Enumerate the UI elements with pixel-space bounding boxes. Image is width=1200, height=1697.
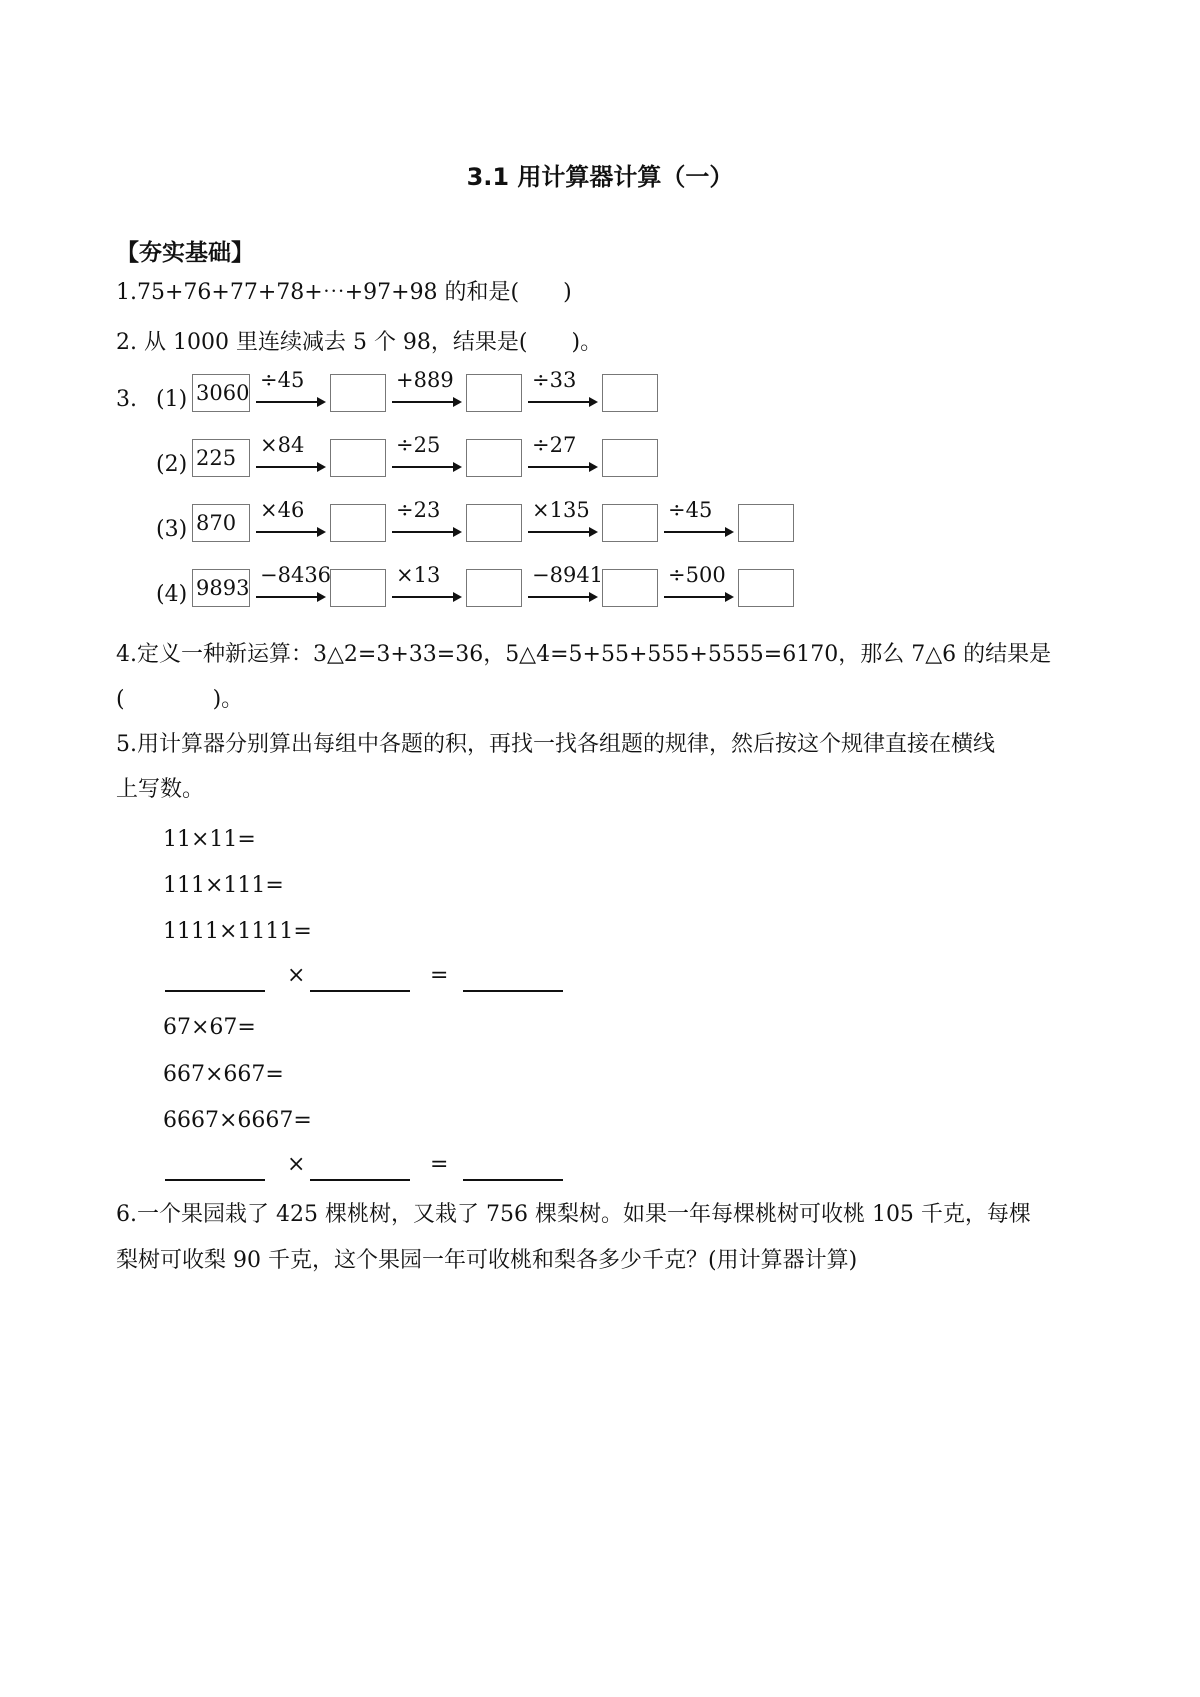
- chain-4-op-1-label: −8436: [260, 563, 332, 587]
- chain-4-op-4-label: ÷500: [668, 563, 726, 587]
- chain-2-start-box: 225: [192, 439, 250, 477]
- question-2: 2. 从 1000 里连续减去 5 个 98，结果是( )。: [116, 330, 603, 355]
- group-1-equation-1: 11×11=: [163, 827, 256, 852]
- chain-4-op-2: [390, 563, 462, 607]
- chain-4-answer-box-3[interactable]: [602, 569, 658, 607]
- chain-4-op-2-label: ×13: [396, 563, 441, 587]
- arrow-icon: [392, 401, 460, 403]
- chain-3-start-box: 870: [192, 504, 250, 542]
- chain-2-op-1: [254, 433, 326, 477]
- question-4-line-1: 4.定义一种新运算：3△2=3+33=36，5△4=5+55+555+5555=6170，那么 7△6 的结果是: [116, 642, 1052, 667]
- group-1-pattern-row: [163, 963, 583, 993]
- chain-3-answer-box-2[interactable]: [466, 504, 522, 542]
- chain-4-op-4: [662, 563, 734, 607]
- arrow-icon: [528, 596, 596, 598]
- chain-4-answer-box-4[interactable]: [738, 569, 794, 607]
- arrow-icon: [256, 401, 324, 403]
- question-6-line-1: 6.一个果园栽了 425 棵桃树，又栽了 756 棵梨树。如果一年每棵桃树可收桃 105 千克，每棵: [116, 1202, 1031, 1227]
- fill-blank[interactable]: [310, 990, 410, 992]
- section-heading: 【夯实基础】: [116, 240, 254, 266]
- chain-3-op-3: [526, 498, 598, 542]
- arrow-icon: [392, 466, 460, 468]
- chain-2-answer-box-2[interactable]: [466, 439, 522, 477]
- question-5-line-2: 上写数。: [116, 777, 205, 802]
- chain-3: [192, 498, 794, 543]
- chain-2-answer-box-1[interactable]: [330, 439, 386, 477]
- chain-3-op-2-label: ÷23: [396, 498, 441, 522]
- fill-blank[interactable]: [310, 1179, 410, 1181]
- chain-1-answer-box-1[interactable]: [330, 374, 386, 412]
- group-1-equation-2: 111×111=: [163, 873, 284, 898]
- group-2-pattern-row: [163, 1152, 583, 1182]
- chain-2-op-3: [526, 433, 598, 477]
- chain-1-answer-box-3[interactable]: [602, 374, 658, 412]
- arrow-icon: [256, 531, 324, 533]
- times-sign: ×: [287, 1152, 306, 1177]
- chain-2-op-1-label: ×84: [260, 433, 305, 457]
- equals-sign: =: [430, 963, 449, 988]
- chain-4-answer-box-2[interactable]: [466, 569, 522, 607]
- equals-sign: =: [430, 1152, 449, 1177]
- chain-1-op-1: [254, 368, 326, 412]
- chain-3-op-4-label: ÷45: [668, 498, 713, 522]
- fill-blank[interactable]: [165, 1179, 265, 1181]
- chain-2-op-3-label: ÷27: [532, 433, 577, 457]
- arrow-icon: [528, 466, 596, 468]
- chain-3-op-2: [390, 498, 462, 542]
- question-3-label: 3.: [116, 387, 137, 412]
- chain-2-answer-box-3[interactable]: [602, 439, 658, 477]
- group-1-equation-3: 1111×1111=: [163, 919, 312, 944]
- chain-1-op-3: [526, 368, 598, 412]
- chain-3-answer-box-3[interactable]: [602, 504, 658, 542]
- arrow-icon: [392, 531, 460, 533]
- group-2-equation-3: 6667×6667=: [163, 1108, 312, 1133]
- page-title: 3.1 用计算器计算（一）: [466, 163, 734, 191]
- group-2-equation-2: 667×667=: [163, 1062, 284, 1087]
- times-sign: ×: [287, 963, 306, 988]
- arrow-icon: [664, 596, 732, 598]
- chain-4: [192, 563, 794, 608]
- arrow-icon: [392, 596, 460, 598]
- chain-1-op-2-label: +889: [396, 368, 454, 392]
- chain-4-op-3-label: −8941: [532, 563, 604, 587]
- chain-2: [192, 433, 658, 478]
- arrow-icon: [528, 531, 596, 533]
- chain-1-answer-box-2[interactable]: [466, 374, 522, 412]
- chain-3-op-3-label: ×135: [532, 498, 590, 522]
- fill-blank[interactable]: [463, 1179, 563, 1181]
- question-4-answer-blank[interactable]: ( )。: [116, 687, 244, 712]
- chain-4-op-1: [254, 563, 332, 607]
- chain-3-answer-box-1[interactable]: [330, 504, 386, 542]
- chain-4-label: (4): [156, 582, 188, 607]
- chain-2-op-2-label: ÷25: [396, 433, 441, 457]
- chain-1: [192, 368, 658, 413]
- question-5-line-1: 5.用计算器分别算出每组中各题的积，再找一找各组题的规律，然后按这个规律直接在横线: [116, 732, 995, 757]
- question-6-line-2: 梨树可收梨 90 千克，这个果园一年可收桃和梨各多少千克？(用计算器计算): [116, 1248, 858, 1273]
- chain-1-op-1-label: ÷45: [260, 368, 305, 392]
- chain-2-label: (2): [156, 452, 188, 477]
- fill-blank[interactable]: [165, 990, 265, 992]
- chain-3-answer-box-4[interactable]: [738, 504, 794, 542]
- arrow-icon: [256, 466, 324, 468]
- chain-3-op-1-label: ×46: [260, 498, 305, 522]
- chain-3-op-1: [254, 498, 326, 542]
- fill-blank[interactable]: [463, 990, 563, 992]
- chain-3-op-4: [662, 498, 734, 542]
- arrow-icon: [664, 531, 732, 533]
- group-2-equation-1: 67×67=: [163, 1015, 256, 1040]
- chain-4-op-3: [526, 563, 604, 607]
- arrow-icon: [256, 596, 324, 598]
- arrow-icon: [528, 401, 596, 403]
- chain-4-start-box: 9893: [192, 569, 250, 607]
- chain-1-start-box: 3060: [192, 374, 250, 412]
- chain-4-answer-box-1[interactable]: [330, 569, 386, 607]
- chain-1-label: (1): [156, 387, 188, 412]
- chain-1-op-3-label: ÷33: [532, 368, 577, 392]
- chain-3-label: (3): [156, 517, 188, 542]
- question-1: 1.75+76+77+78+⋯+97+98 的和是( ): [116, 280, 572, 305]
- chain-2-op-2: [390, 433, 462, 477]
- chain-1-op-2: [390, 368, 462, 412]
